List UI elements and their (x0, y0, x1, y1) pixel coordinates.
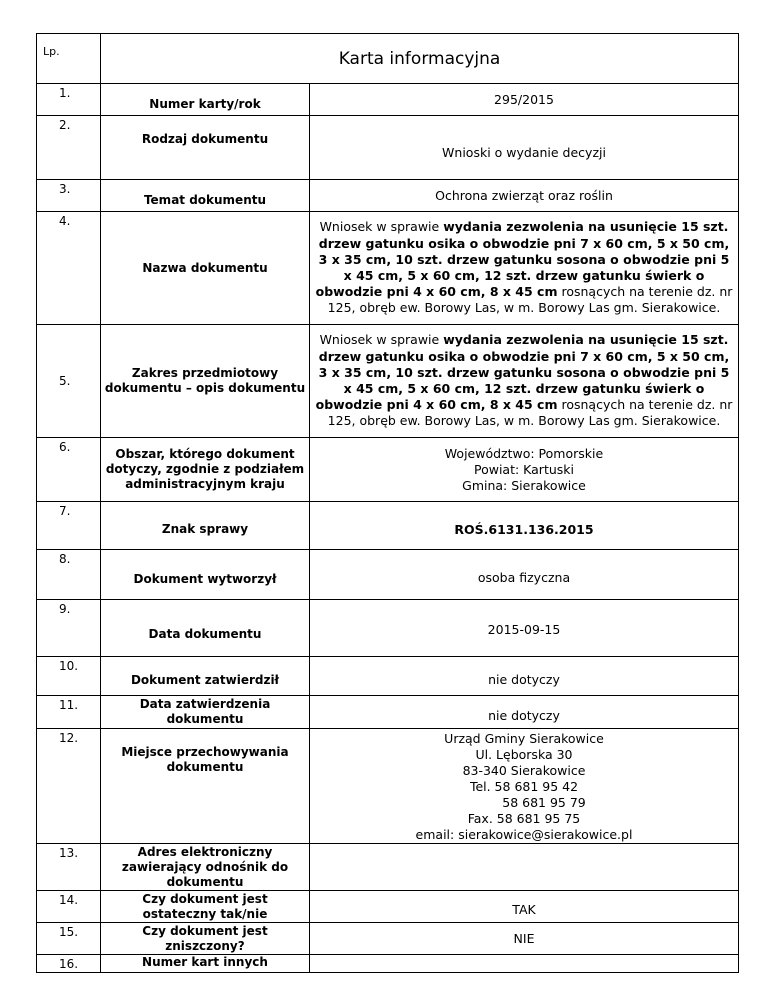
table-row (37, 502, 739, 550)
row-number: 6. (37, 438, 101, 502)
row-value: ROŚ.6131.136.2015 (310, 502, 739, 550)
row-label: Zakres przedmiotowy dokumentu – opis dokumentu (101, 325, 310, 438)
table-row (37, 180, 739, 212)
row-value: Urząd Gminy Sierakowice Ul. Lęborska 30 83-340 Sierakowice Tel. 58 681 95 42 58 681 95 79 Fax. 58 681 95 75 email: sierakowice@sierakowice.pl (310, 729, 739, 844)
row-label: Czy dokument jest zniszczony? (101, 923, 310, 955)
row-value: Wnioski o wydanie decyzji (310, 116, 739, 180)
row-number: 3. (37, 180, 101, 212)
table-row (37, 923, 739, 955)
row-number: 4. (37, 212, 101, 325)
row-label: Numer kart innych (101, 955, 310, 973)
table-row (37, 955, 739, 973)
row-label: Adres elektroniczny zawierający odnośnik do dokumentu (101, 844, 310, 891)
lp-header: Lp. (37, 34, 101, 84)
table-row (37, 325, 739, 438)
row-label: Data dokumentu (101, 600, 310, 657)
row-number: 16. (37, 955, 101, 973)
row-number: 2. (37, 116, 101, 180)
row-label: Temat dokumentu (101, 180, 310, 212)
row-number: 10. (37, 657, 101, 696)
row-number: 13. (37, 844, 101, 891)
row-value: Wniosek w sprawie wydania zezwolenia na usunięcie 15 szt. drzew gatunku osika o obwodzie pni 7 x 60 cm, 5 x 50 cm, 3 x 35 cm, 10 szt. drzew gatunku sosona o obwodzie pni 5 x 45 cm, 5 x 60 cm, 12 szt. drzew gatunku świerk o obwodzie pni 4 x 60 cm, 8 x 45 cm rosnących na terenie dz. nr 125, obręb ew. Borowy Las, w m. Borowy Las gm. Sierakowice. (310, 325, 739, 438)
row-value (310, 844, 739, 891)
row-number: 12. (37, 729, 101, 844)
table-row (37, 891, 739, 923)
row-value: nie dotyczy (310, 657, 739, 696)
row-number: 1. (37, 84, 101, 116)
page-title: Karta informacyjna (101, 34, 739, 84)
row-number: 11. (37, 696, 101, 729)
row-number: 8. (37, 550, 101, 600)
table-row (37, 844, 739, 891)
row-number: 5. (37, 325, 101, 438)
row-value (310, 955, 739, 973)
table-row (37, 550, 739, 600)
row-number: 15. (37, 923, 101, 955)
row-label: Miejsce przechowywania dokumentu (101, 729, 310, 844)
table-row (37, 696, 739, 729)
row-value: osoba fizyczna (310, 550, 739, 600)
header-row (37, 34, 739, 84)
row-label: Numer karty/rok (101, 84, 310, 116)
row-number: 9. (37, 600, 101, 657)
row-value: NIE (310, 923, 739, 955)
row-label: Dokument zatwierdził (101, 657, 310, 696)
table-row (37, 84, 739, 116)
table-row (37, 600, 739, 657)
info-card-table (36, 33, 739, 973)
row-number: 7. (37, 502, 101, 550)
table-row (37, 116, 739, 180)
row-label: Czy dokument jest ostateczny tak/nie (101, 891, 310, 923)
row-label: Dokument wytworzył (101, 550, 310, 600)
table-row (37, 657, 739, 696)
row-number: 14. (37, 891, 101, 923)
table-row (37, 212, 739, 325)
row-value: Ochrona zwierząt oraz roślin (310, 180, 739, 212)
row-value: TAK (310, 891, 739, 923)
row-label: Obszar, którego dokument dotyczy, zgodnie z podziałem administracyjnym kraju (101, 438, 310, 502)
row-value: nie dotyczy (310, 696, 739, 729)
table-row (37, 438, 739, 502)
row-value: Województwo: Pomorskie Powiat: Kartuski Gmina: Sierakowice (310, 438, 739, 502)
row-label: Nazwa dokumentu (101, 212, 310, 325)
row-label: Rodzaj dokumentu (101, 116, 310, 180)
row-label: Data zatwierdzenia dokumentu (101, 696, 310, 729)
row-value: 295/2015 (310, 84, 739, 116)
row-value: Wniosek w sprawie wydania zezwolenia na usunięcie 15 szt. drzew gatunku osika o obwodzie pni 7 x 60 cm, 5 x 50 cm, 3 x 35 cm, 10 szt. drzew gatunku sosona o obwodzie pni 5 x 45 cm, 5 x 60 cm, 12 szt. drzew gatunku świerk o obwodzie pni 4 x 60 cm, 8 x 45 cm rosnących na terenie dz. nr 125, obręb ew. Borowy Las, w m. Borowy Las gm. Sierakowice. (310, 212, 739, 325)
table-row (37, 729, 739, 844)
row-value: 2015-09-15 (310, 600, 739, 657)
row-label: Znak sprawy (101, 502, 310, 550)
